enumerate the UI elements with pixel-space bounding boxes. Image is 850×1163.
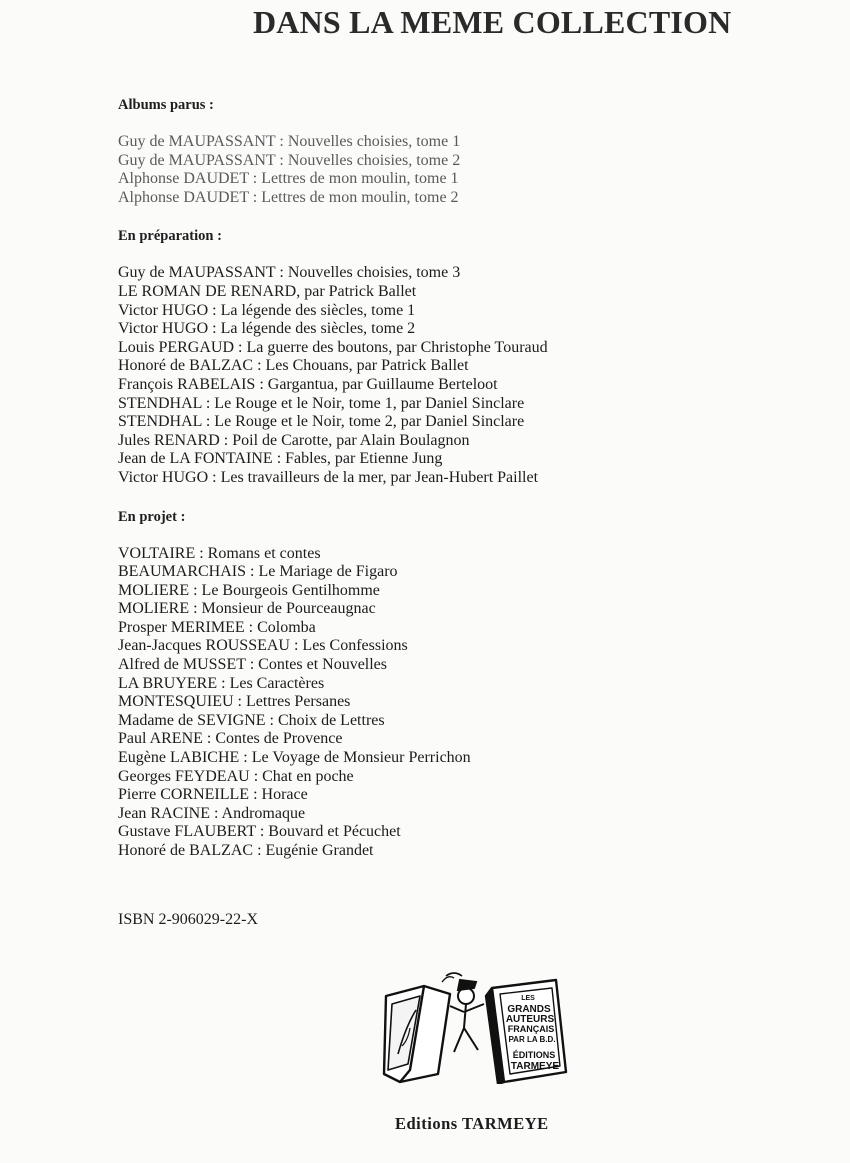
isbn-number: ISBN 2-906029-22-X bbox=[118, 911, 258, 928]
list-item: Guy de MAUPASSANT : Nouvelles choisies, tome 1 bbox=[118, 133, 461, 150]
list-item: Eugène LABICHE : Le Voyage de Monsieur Perrichon bbox=[118, 749, 471, 767]
svg-text:PAR LA B.D.: PAR LA B.D. bbox=[508, 1035, 556, 1044]
list-item: Honoré de BALZAC : Eugénie Grandet bbox=[118, 842, 374, 859]
section-en-projet bbox=[118, 508, 818, 861]
section-heading: En préparation : bbox=[118, 228, 222, 245]
list-item: Jean de LA FONTAINE : Fables, par Etienne Jung bbox=[118, 450, 443, 468]
svg-text:LES: LES bbox=[521, 995, 535, 1002]
list-item: MOLIERE : Le Bourgeois Gentilhomme bbox=[118, 581, 380, 599]
page-title: DANS LA MEME COLLECTION bbox=[253, 4, 732, 40]
list-item: Victor HUGO : Les travailleurs de la mer, par Jean-Hubert Paillet bbox=[118, 468, 539, 486]
list-item: Alfred de MUSSET : Contes et Nouvelles bbox=[118, 656, 388, 674]
list-item: STENDHAL : Le Rouge et le Noir, tome 1, par Daniel Sinclare bbox=[118, 394, 525, 412]
list-item: Jean-Jacques ROUSSEAU : Les Confessions bbox=[118, 637, 408, 655]
svg-text:ÉDITIONS: ÉDITIONS bbox=[512, 1050, 556, 1060]
publisher-logo-illustration-icon bbox=[380, 966, 572, 1084]
svg-text:GRANDS: GRANDS bbox=[507, 1004, 551, 1015]
svg-text:FRANÇAIS: FRANÇAIS bbox=[507, 1024, 555, 1034]
list-item: Guy de MAUPASSANT : Nouvelles choisies, tome 3 bbox=[118, 264, 461, 282]
list-item: Victor HUGO : La légende des siècles, tome 2 bbox=[118, 320, 416, 338]
list-item: VOLTAIRE : Romans et contes bbox=[118, 544, 321, 562]
list-item: Alphonse DAUDET : Lettres de mon moulin, tome 2 bbox=[118, 188, 459, 206]
albums-parus-list bbox=[118, 133, 818, 207]
list-item: STENDHAL : Le Rouge et le Noir, tome 2, par Daniel Sinclare bbox=[118, 413, 525, 431]
list-item: MOLIERE : Monsieur de Pourceaugnac bbox=[118, 600, 376, 618]
list-item: Georges FEYDEAU : Chat en poche bbox=[118, 767, 354, 785]
list-item: François RABELAIS : Gargantua, par Guillaume Berteloot bbox=[118, 375, 498, 393]
list-item: Louis PERGAUD : La guerre des boutons, par Christophe Touraud bbox=[118, 338, 548, 356]
list-item: Madame de SEVIGNE : Choix de Lettres bbox=[118, 711, 385, 729]
section-albums-parus bbox=[118, 96, 818, 207]
list-item: Guy de MAUPASSANT : Nouvelles choisies, tome 2 bbox=[118, 151, 461, 169]
list-item: Jean RACINE : Andromaque bbox=[118, 804, 306, 822]
list-item: Jules RENARD : Poil de Carotte, par Alain Boulagnon bbox=[118, 431, 470, 449]
list-item: Victor HUGO : La légende des siècles, tome 1 bbox=[118, 301, 416, 319]
list-item: Pierre CORNEILLE : Horace bbox=[118, 786, 308, 804]
publisher-name: Editions TARMEYE bbox=[395, 1114, 549, 1133]
list-item: Alphonse DAUDET : Lettres de mon moulin, tome 1 bbox=[118, 170, 459, 188]
en-projet-list bbox=[118, 545, 818, 861]
list-item: LA BRUYERE : Les Caractères bbox=[118, 674, 325, 692]
section-heading: En projet : bbox=[118, 508, 186, 525]
section-heading: Albums parus : bbox=[118, 97, 214, 113]
section-en-preparation bbox=[118, 227, 818, 487]
left-book-icon bbox=[384, 986, 450, 1082]
list-item: MONTESQUIEU : Lettres Persanes bbox=[118, 693, 351, 711]
list-item: LE ROMAN DE RENARD, par Patrick Ballet bbox=[118, 282, 417, 300]
list-item: BEAUMARCHAIS : Le Mariage de Figaro bbox=[118, 563, 398, 581]
list-item: Honoré de BALZAC : Les Chouans, par Patrick Ballet bbox=[118, 357, 469, 375]
svg-text:AUTEURS: AUTEURS bbox=[505, 1014, 555, 1025]
svg-text:TARMEYE: TARMEYE bbox=[510, 1061, 560, 1072]
list-item: Paul ARENE : Contes de Provence bbox=[118, 730, 343, 748]
list-item: Prosper MERIMEE : Colomba bbox=[118, 618, 316, 636]
en-preparation-list bbox=[118, 264, 818, 487]
collection-list bbox=[118, 96, 818, 861]
list-item: Gustave FLAUBERT : Bouvard et Pécuchet bbox=[118, 823, 401, 841]
